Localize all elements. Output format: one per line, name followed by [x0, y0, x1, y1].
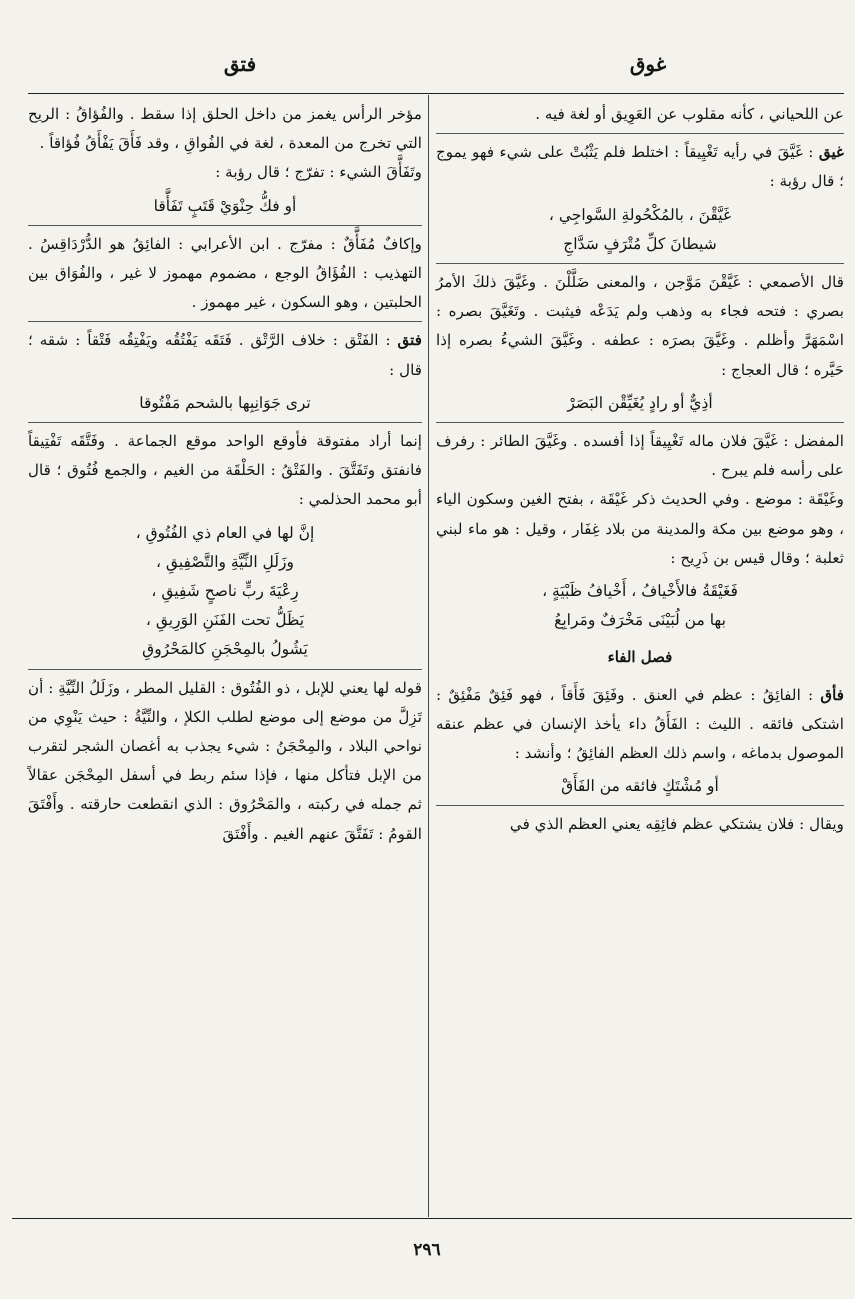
verse-line: رِعْيَةَ ربٍّ ناصحٍ شَفِيقِ ،: [151, 582, 299, 601]
entry-text: : الفَتْق : خلاف الرَّتْق . فَتَقَه يَفْتُقُه ويَفْتِقُه فَتْقاً : شقه ؛ قال :: [28, 331, 422, 379]
entry-paragraph: مؤخر الرأس يغمز من داخل الحلق إذا سقط . والفُؤاقُ : الريح التي تخرج من المعدة ، لغة في الفُواقِ ، وقد فَأَقَ يَفْأَقُ فُؤاقاً .: [28, 105, 422, 153]
verse-line: بها من لُبَيْنَى مَخْرَفٌ ومَرابِعُ: [554, 611, 726, 630]
entry-divider: [28, 321, 422, 322]
verse-block: [436, 201, 844, 259]
entry-paragraph: قال الأصمعي : غَيَّقْنَ مَوَّجن ، والمعنى ضَلَّلْنَ . وغَيَّقَ ذلكَ الأمرُ بصري : فتحه فجاء به وذهب ولم يَدَعْه فيثبت . وتَغَيَّقَ بصره : اسْمَهَرَّ وأظلم . وغَيَّقَ بصرَه : عطفه . وغَيَّقَ الشيءُ بصره إذا حَيَّره ؛ قال العجاج :: [436, 273, 844, 379]
entry-divider: [28, 422, 422, 423]
page-number: ٢٩٦: [413, 1240, 441, 1260]
entry-paragraph: المفضل : غَيَّقَ فلان ماله تَغْيِيقاً إذا أفسده . وغَيَّقَ الطائر : رفرف على رأسه فلم يبرح .: [436, 432, 844, 480]
verse-line: أذِيٌّ أو رادٍ يُغَيِّقْن البَصَرْ: [567, 393, 713, 412]
bottom-rule: [12, 1218, 852, 1219]
entry-headword: غيق: [818, 143, 845, 162]
verse-line: غَيَّقْنَ ، بالمُكْحُولةِ السَّواجِي ،: [548, 205, 732, 224]
entry-paragraph: [436, 138, 844, 196]
column-divider: [428, 95, 429, 1217]
entry-paragraph: وغَيْقَة : موضع . وفي الحديث ذكر غَيْقَة ، بفتح الغين وسكون الياء ، وهو موضع بين مكة والمدينة من بلاد غِفَار ، وقيل : هو ماء لبني ثعلبة ؛ وقال قيس بن ذَرِيح :: [436, 490, 844, 567]
entry-headword: فتق: [397, 331, 423, 350]
left-running-head: فتق: [223, 52, 257, 76]
verse-block: [436, 772, 844, 801]
verse-line: يَظَلُّ تحت الفَنَنِ الوَرِيقِ ،: [145, 611, 305, 630]
entry-text: : غَيَّقَ في رأيه تَغْيِيقاً : اختلط فلم يَثْبُتْ على شيء فهو يموج ؛ قال رؤبة :: [436, 143, 844, 191]
left-column: [28, 100, 422, 849]
verse-line: يَشُولُ بالمِحْجَنِ كالمَحْرُوقِ: [142, 640, 308, 659]
entry-paragraph: قوله لها يعني للإبل ، ذو الفُتُوق : القليل المطر ، وزَلَلُ النِّيَّةِ : أن تَزِلَّ من موضع إلى موضع لطلب الكلإ ، والنِّيَّةُ : حيث يَنْوِي من نواحي البلاد ، والمِحْجَنُ : شيء يجذب به أغصان الشجر لتقرب من الإبل فتأكل منها ، فإذا سئم ربط في أسفل المِحْجَن عقالاً ثم جمله في ركبته ، والمَحْرُوق : الذي انقطعت حارقته . وأَفْتَقَ القومُ : تَفَتَّقَ عنهم الغيم . وأَفْتَقَ: [28, 678, 422, 843]
verse-line: ترى جَوَانِبِها بالشحم مَفْتُوقا: [139, 393, 311, 412]
verse-block: [28, 389, 422, 418]
entry-paragraph: [28, 326, 422, 384]
verse-line: شيطانَ كلِّ مُتْرَفٍ سَدَّاجِ: [563, 234, 717, 253]
entry-paragraph: وإكافٌ مُفَأَّقٌ : مفرّج . ابن الأعرابي : الفائِقُ هو الدُّرْدَاقِسُ . التهذيب : الفُؤَاقُ الوجع ، مضموم مهموز لا غير ، والفُوَاق بين الحلبتين ، وهو السكون ، غير مهموز .: [28, 234, 422, 312]
entry-paragraph: إنما أراد مفتوقة فأوقع الواحد موقع الجماعة . وفَتَّقَه تَفْتِيقاً فانفتق وتَفَتَّقَ . والفَتْقُ : الحَلْقَة من الغيم ، والجمع فُتُوق ؛ قال أبو محمد الحذلمي :: [28, 432, 422, 509]
verse-line: أو فكُّ حِنْوَيْ قَتَبٍ تَفَأَّقا: [153, 196, 297, 215]
right-running-head: غوق: [629, 52, 667, 76]
verse-block: [436, 577, 844, 635]
entry-text: : الفائِقُ : عظم في العنق . وفَئِقَ فَأَقاً ، فهو فَئِقٌ مَفْئِقٌ : اشتكى فائقه . الليث : الفَأَقُ داء يأخذ الإنسان في عظم عنقه الموصول بدماغه ، واسم ذلك العظم الفائِقُ ؛ وأنشد :: [436, 685, 844, 763]
entry-divider: [28, 225, 422, 226]
verse-block: [436, 389, 844, 418]
entry-paragraph: ويقال : فلان يشتكي عظم فائِقِه يعني العظم الذي في: [509, 815, 844, 834]
entry-headword: فأق: [820, 685, 844, 704]
section-title: فصل الفاء: [607, 648, 673, 667]
entry-paragraph: وتَفَأَّقَ الشيء : تفرّج ؛ قال رؤبة :: [215, 163, 422, 182]
verse-block: [28, 519, 422, 665]
verse-block: [28, 192, 422, 221]
entry-paragraph: [436, 681, 844, 769]
entry-divider: [28, 669, 422, 670]
verse-line: أو مُشْتَكٍ فائقه من الفَأَقْ: [561, 777, 719, 796]
verse-line: فَغَيْقَةُ فالأَخْيافُ ، أَخْيافُ ظَبْيَةٍ ،: [542, 582, 738, 601]
entry-divider: [436, 133, 844, 134]
entry-divider: [436, 263, 844, 264]
entry-paragraph: عن اللحياني ، كأنه مقلوب عن العَوِيق أو لغة فيه .: [535, 105, 844, 123]
verse-line: وزَلَلِ النِّيَّةِ والتَّصْفِيقِ ،: [156, 552, 294, 571]
verse-line: إنَّ لها في العام ذي الفُتُوقِ ،: [135, 523, 315, 542]
right-column: [436, 100, 844, 840]
entry-divider: [436, 422, 844, 423]
entry-divider: [436, 805, 844, 806]
top-rule: [28, 93, 844, 94]
